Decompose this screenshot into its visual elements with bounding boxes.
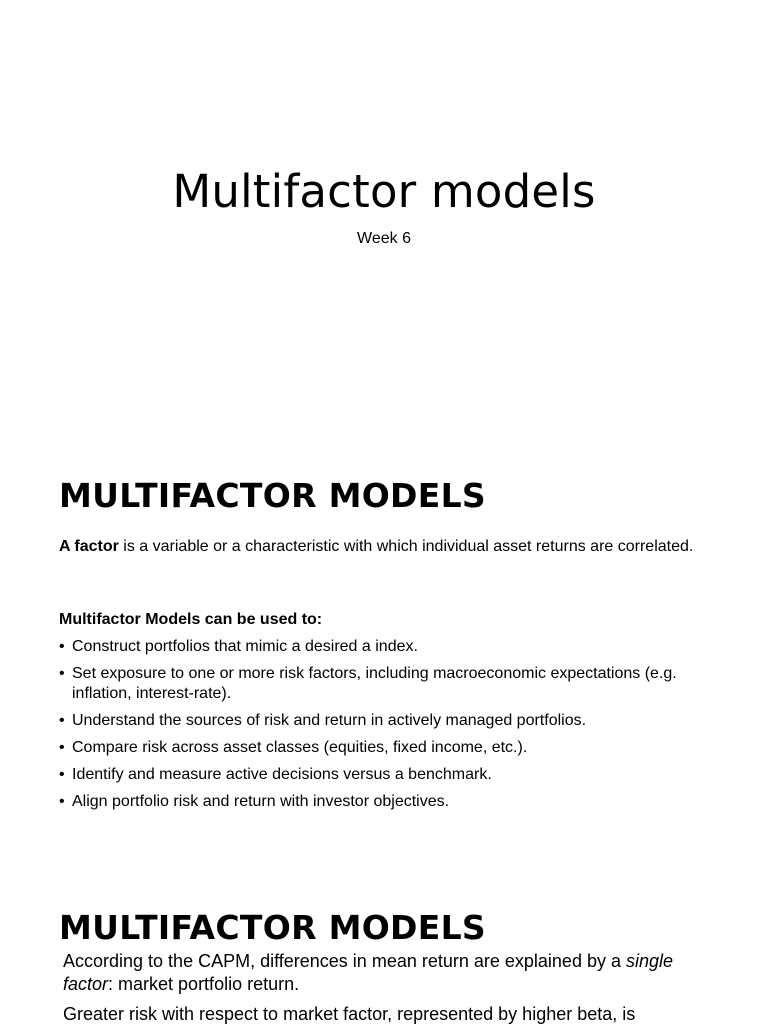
slide-heading: MULTIFACTOR MODELS [59,476,486,515]
presentation-subtitle: Week 6 [357,230,411,247]
single-factor-emphasis: single factor [63,951,674,994]
presentation-title: Multifactor models [172,165,596,218]
bullet-icon: • [59,793,65,810]
list-item-text: Construct portfolios that mimic a desired a index. [72,638,418,655]
list-item [59,792,709,812]
list-item [59,637,709,657]
list-item [59,711,709,731]
bullet-icon: • [59,638,65,655]
list-item-text: Set exposure to one or more risk factors, including macroeconomic expectations (e.g. inflation, interest-rate). [72,665,677,702]
list-item [59,738,709,758]
capm-paragraph [63,950,723,996]
capm-text-end: : market portfolio return. [108,974,300,994]
risk-paragraph: Greater risk with respect to market factor, represented by higher beta, is [63,1004,636,1024]
list-item-text: Understand the sources of risk and return in actively managed portfolios. [72,712,587,729]
uses-bullet-list [59,637,709,819]
capm-text-start: According to the CAPM, differences in mean return are explained by a [63,951,626,971]
title-slide [0,0,768,432]
bullet-icon: • [59,766,65,783]
content-slide-factors [0,432,768,864]
uses-intro: Multifactor Models can be used to: [59,611,323,628]
bullet-icon: • [59,712,65,729]
content-slide-capm [0,864,768,1024]
list-item [59,765,709,785]
bullet-icon: • [59,739,65,756]
list-item-text: Identify and measure active decisions versus a benchmark. [72,766,492,783]
list-item-text: Compare risk across asset classes (equities, fixed income, etc.). [72,739,528,756]
list-item-text: Align portfolio risk and return with investor objectives. [72,793,450,810]
slide-heading: MULTIFACTOR MODELS [59,908,486,947]
bullet-icon: • [59,665,65,682]
definition-text: is a variable or a characteristic with which individual asset returns are correlated. [118,538,694,555]
definition-term: A factor [59,538,119,555]
factor-definition [59,537,709,557]
list-item [59,664,709,704]
